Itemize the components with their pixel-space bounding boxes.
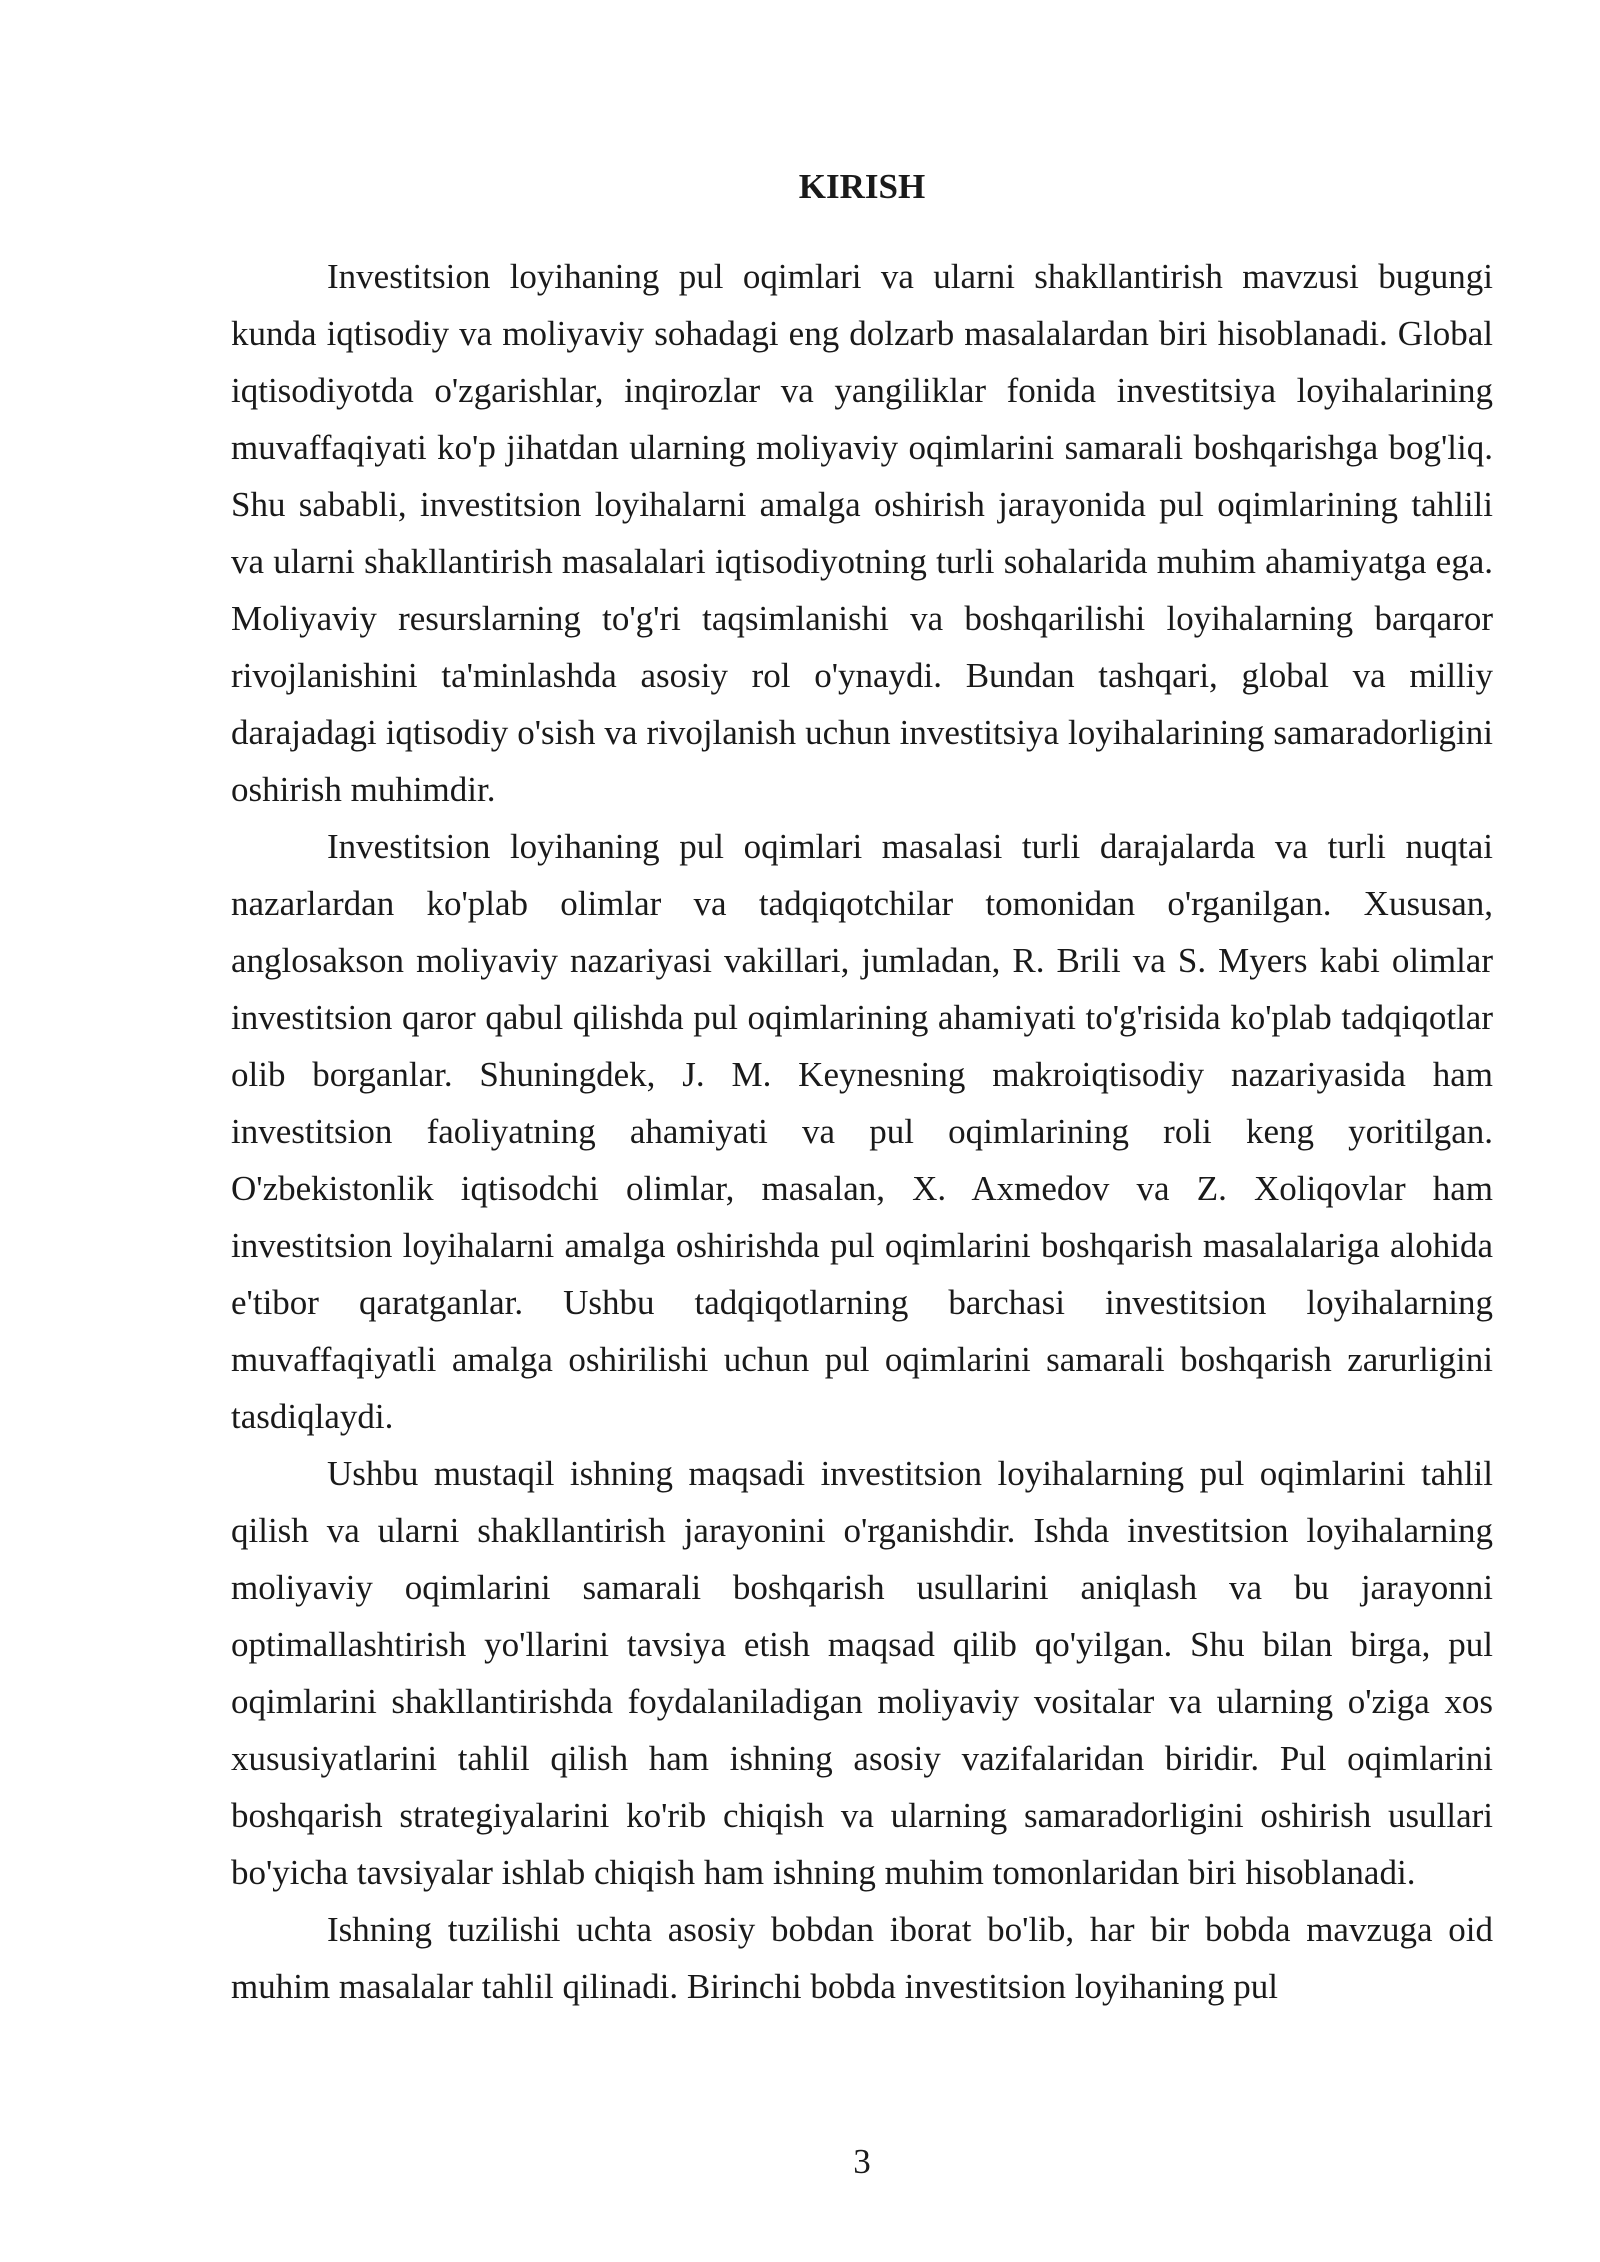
section-title: KIRISH xyxy=(798,167,926,206)
page-number: 3 xyxy=(853,2142,871,2181)
paragraph-3: Ushbu mustaqil ishning maqsadi investitsion loyihalarning pul oqimlarini tahlil qilish va ularni shakllantirish jarayonini o'rganishdir. Ishda investitsion loyihalarning moliyaviy oqimlarini samarali boshqarish usullarini aniqlash va bu jarayonni optimallashtirish yo'llarini tavsiya etish maqsad qilib qo'yilgan. Shu bilan birga, pul oqimlarini shakllantirishda foydalaniladigan moliyaviy vositalar va ularning o'ziga xos xususiyatlarini tahlil qilish ham ishning asosiy vazifalaridan biridir. Pul oqimlarini boshqarish strategiyalarini ko'rib chiqish va ularning samaradorligini oshirish usullari bo'yicha tavsiyalar ishlab chiqish ham ishning muhim tomonlaridan biri hisoblanadi. xyxy=(231,1454,1493,1892)
paragraph-2: Investitsion loyihaning pul oqimlari masalasi turli darajalarda va turli nuqtai nazarlardan ko'plab olimlar va tadqiqotchilar tomonidan o'rganilgan. Xususan, anglosakson moliyaviy nazariyasi vakillari, jumladan, R. Brili va S. Myers kabi olimlar investitsion qaror qabul qilishda pul oqimlarining ahamiyati to'g'risida ko'plab tadqiqotlar olib borganlar. Shuningdek, J. M. Keynesning makroiqtisodiy nazariyasida ham investitsion faoliyatning ahamiyati va pul oqimlarining roli keng yoritilgan. O'zbekistonlik iqtisodchi olimlar, masalan, X. Axmedov va Z. Xoliqovlar ham investitsion loyihalarni amalga oshirishda pul oqimlarini boshqarish masalalariga alohida e'tibor qaratganlar. Ushbu tadqiqotlarning barchasi investitsion loyihalarning muvaffaqiyatli amalga oshirilishi uchun pul oqimlarini samarali boshqarish zarurligini tasdiqlaydi. xyxy=(231,827,1493,1436)
body-text xyxy=(231,248,1493,2015)
paragraph-1: Investitsion loyihaning pul oqimlari va ularni shakllantirish mavzusi bugungi kunda iqtisodiy va moliyaviy sohadagi eng dolzarb masalalardan biri hisoblanadi. Global iqtisodiyotda o'zgarishlar, inqirozlar va yangiliklar fonida investitsiya loyihalarining muvaffaqiyati ko'p jihatdan ularning moliyaviy oqimlarini samarali boshqarishga bog'liq. Shu sababli, investitsion loyihalarni amalga oshirish jarayonida pul oqimlarining tahlili va ularni shakllantirish masalalari iqtisodiyotning turli sohalarida muhim ahamiyatga ega. Moliyaviy resurslarning to'g'ri taqsimlanishi va boshqarilishi loyihalarning barqaror rivojlanishini ta'minlashda asosiy rol o'ynaydi. Bundan tashqari, global va milliy darajadagi iqtisodiy o'sish va rivojlanish uchun investitsiya loyihalarining samaradorligini oshirish muhimdir. xyxy=(231,257,1493,809)
paragraph-4: Ishning tuzilishi uchta asosiy bobdan iborat bo'lib, har bir bobda mavzuga oid muhim masalalar tahlil qilinadi. Birinchi bobda investitsion loyihaning pul xyxy=(231,1910,1493,2006)
